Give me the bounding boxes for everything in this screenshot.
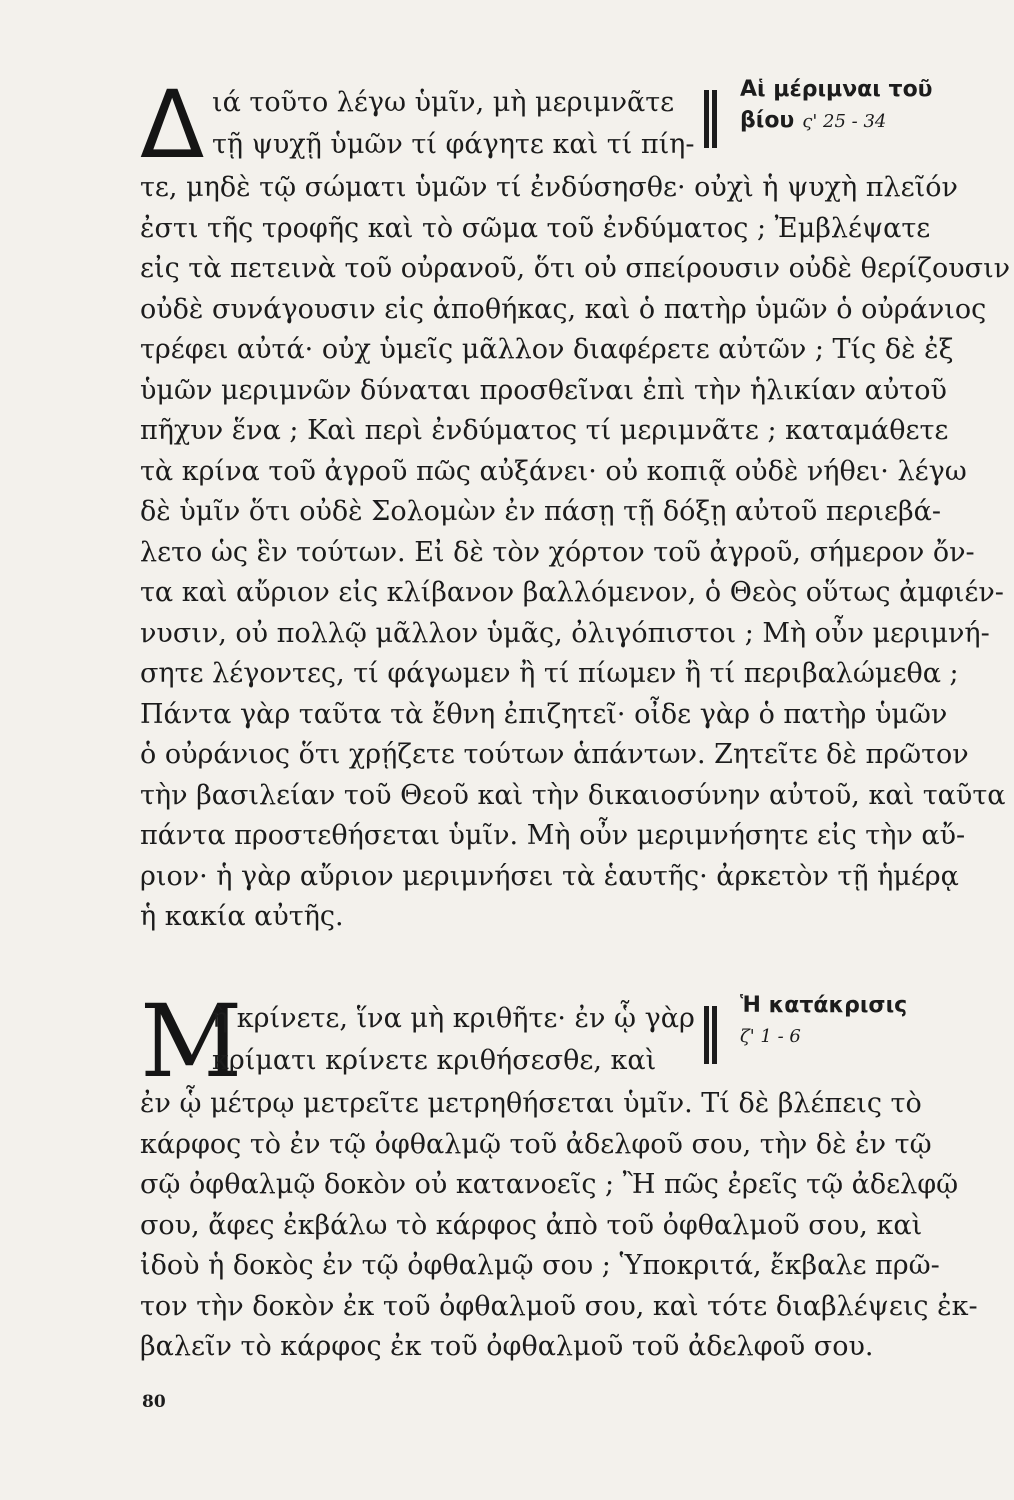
margin-heading-reference [740, 106, 990, 137]
text-line: εἰς τὰ πετεινὰ τοῦ οὐρανοῦ, ὅτι οὐ σπείρουσιν οὐδὲ θερίζουσιν [140, 253, 1011, 284]
text-line: τῇ ψυχῇ ὑμῶν τί φάγητε καὶ τί πίη- [212, 129, 695, 160]
passage-section [140, 71, 1011, 938]
text-line: σου, ἄφες ἐκβάλω τὸ κάρφος ἀπὸ τοῦ ὀφθαλμοῦ σου, καὶ [140, 1209, 923, 1241]
text-line: κρίματι κρίνετε κριθήσεσθε, καὶ [212, 1045, 657, 1076]
text-line: πῆχυν ἕνα ; Καὶ περὶ ἐνδύματος τί μεριμνᾶτε ; καταμάθετε [140, 415, 949, 446]
drop-cap: Μ [140, 983, 243, 1100]
text-line: ὑμῶν μεριμνῶν δύναται προσθεῖναι ἐπὶ τὴν ἡλικίαν αὐτοῦ [140, 374, 947, 406]
text-line: τὴν βασιλείαν τοῦ Θεοῦ καὶ τὴν δικαιοσύνην αὐτοῦ, καὶ ταῦτα [140, 779, 1006, 811]
page-number: 80 [142, 1392, 166, 1412]
text-line: ὴ κρίνετε, ἵνα μὴ κριθῆτε· ἐν ᾧ γὰρ [212, 1003, 695, 1034]
text-line: σῷ ὀφθαλμῷ δοκὸν οὐ κατανοεῖς ; Ἢ πῶς ἐρεῖς τῷ ἀδελφῷ [140, 1169, 959, 1200]
text-line: λετο ὡς ἓν τούτων. Εἰ δὲ τὸν χόρτον τοῦ ἀγροῦ, σήμερον ὄν- [140, 536, 975, 568]
passage-section [140, 983, 990, 1368]
margin-heading-title: Ἡ κατάκρισις [740, 993, 908, 1018]
margin-heading-reference [740, 1022, 990, 1052]
text-line: τὰ κρίνα τοῦ ἀγροῦ πῶς αὐξάνει· οὐ κοπιᾷ οὐδὲ νήθει· λέγω [140, 455, 967, 487]
text-line: τον τὴν δοκὸν ἐκ τοῦ ὀφθαλμοῦ σου, καὶ τότε διαβλέψεις ἐκ- [140, 1290, 978, 1322]
text-line: σητε λέγοντες, τί φάγωμεν ἢ τί πίωμεν ἢ τί περιβαλώμεθα ; [140, 658, 959, 689]
text-line: τρέφει αὐτά· οὐχ ὑμεῖς μᾶλλον διαφέρετε αὐτῶν ; Τίς δὲ ἐξ [140, 334, 954, 365]
text-line: ιά τοῦτο λέγω ὑμῖν, μὴ μεριμνᾶτε [212, 87, 675, 118]
text-line: βαλεῖν τὸ κάρφος ἐκ τοῦ ὀφθαλμοῦ τοῦ ἀδελφοῦ σου. [140, 1331, 874, 1362]
text-line: ἰδοὺ ἡ δοκὸς ἐν τῷ ὀφθαλμῷ σου ; Ὑποκριτά, ἔκβαλε πρῶ- [140, 1250, 940, 1281]
text-line: ἡ κακία αὐτῆς. [140, 901, 344, 932]
margin-rule [704, 90, 709, 148]
text-line: πάντα προστεθήσεται ὑμῖν. Μὴ οὖν μεριμνήσητε εἰς τὴν αὔ- [140, 820, 966, 851]
passage-body [140, 168, 1011, 938]
text-line: νυσιν, οὐ πολλῷ μᾶλλον ὑμᾶς, ὀλιγόπιστοι ; Μὴ οὖν μεριμνή- [140, 617, 990, 649]
text-line: τα καὶ αὔριον εἰς κλίβανον βαλλόμενον, ὁ Θεὸς οὕτως ἀμφιέν- [140, 577, 1004, 608]
text-line: Πάντα γὰρ ταῦτα τὰ ἔθνη ἐπιζητεῖ· οἶδε γὰρ ὁ πατὴρ ὑμῶν [140, 698, 948, 730]
text-line: ἐν ᾧ μέτρῳ μετρεῖτε μετρηθήσεται ὑμῖν. Τί δὲ βλέπεις τὸ [140, 1088, 922, 1119]
text-line: οὐδὲ συνάγουσιν εἰς ἀποθήκας, καὶ ὁ πατὴρ ὑμῶν ὁ οὐράνιος [140, 293, 987, 325]
margin-heading [740, 74, 990, 137]
passage-opening [140, 71, 990, 180]
passage-body [140, 1084, 990, 1368]
verse-reference: ζ' 1 - 6 [740, 1026, 801, 1047]
margin-rule [712, 90, 717, 148]
margin-rule [704, 1006, 709, 1064]
text-line: ριον· ἡ γὰρ αὔριον μεριμνήσει τὰ ἑαυτῆς· ἀρκετὸν τῇ ἡμέρᾳ [140, 860, 959, 892]
text-line: ἐστι τῆς τροφῆς καὶ τὸ σῶμα τοῦ ἐνδύματος ; Ἐμβλέψατε [140, 212, 931, 244]
drop-cap: Δ [140, 71, 205, 180]
text-line: ὁ οὐράνιος ὅτι χρῄζετε τούτων ἁπάντων. Ζητεῖτε δὲ πρῶτον [140, 739, 969, 770]
margin-heading-title: Αἱ μέριμναι τοῦ [740, 77, 933, 102]
verse-reference: ς' 25 - 34 [802, 111, 887, 132]
text-line: κάρφος τὸ ἐν τῷ ὀφθαλμῷ τοῦ ἀδελφοῦ σου, τὴν δὲ ἐν τῷ [140, 1128, 932, 1160]
margin-heading [740, 990, 990, 1052]
text-line: δὲ ὑμῖν ὅτι οὐδὲ Σολομὼν ἐν πάσῃ τῇ δόξῃ αὐτοῦ περιεβά- [140, 496, 941, 527]
margin-rule [712, 1006, 717, 1064]
passage-opening [140, 983, 990, 1100]
margin-heading-title-cont: βίου [740, 108, 795, 133]
text-line: τε, μηδὲ τῷ σώματι ὑμῶν τί ἐνδύσησθε· οὐχὶ ἡ ψυχὴ πλεῖόν [140, 172, 958, 203]
